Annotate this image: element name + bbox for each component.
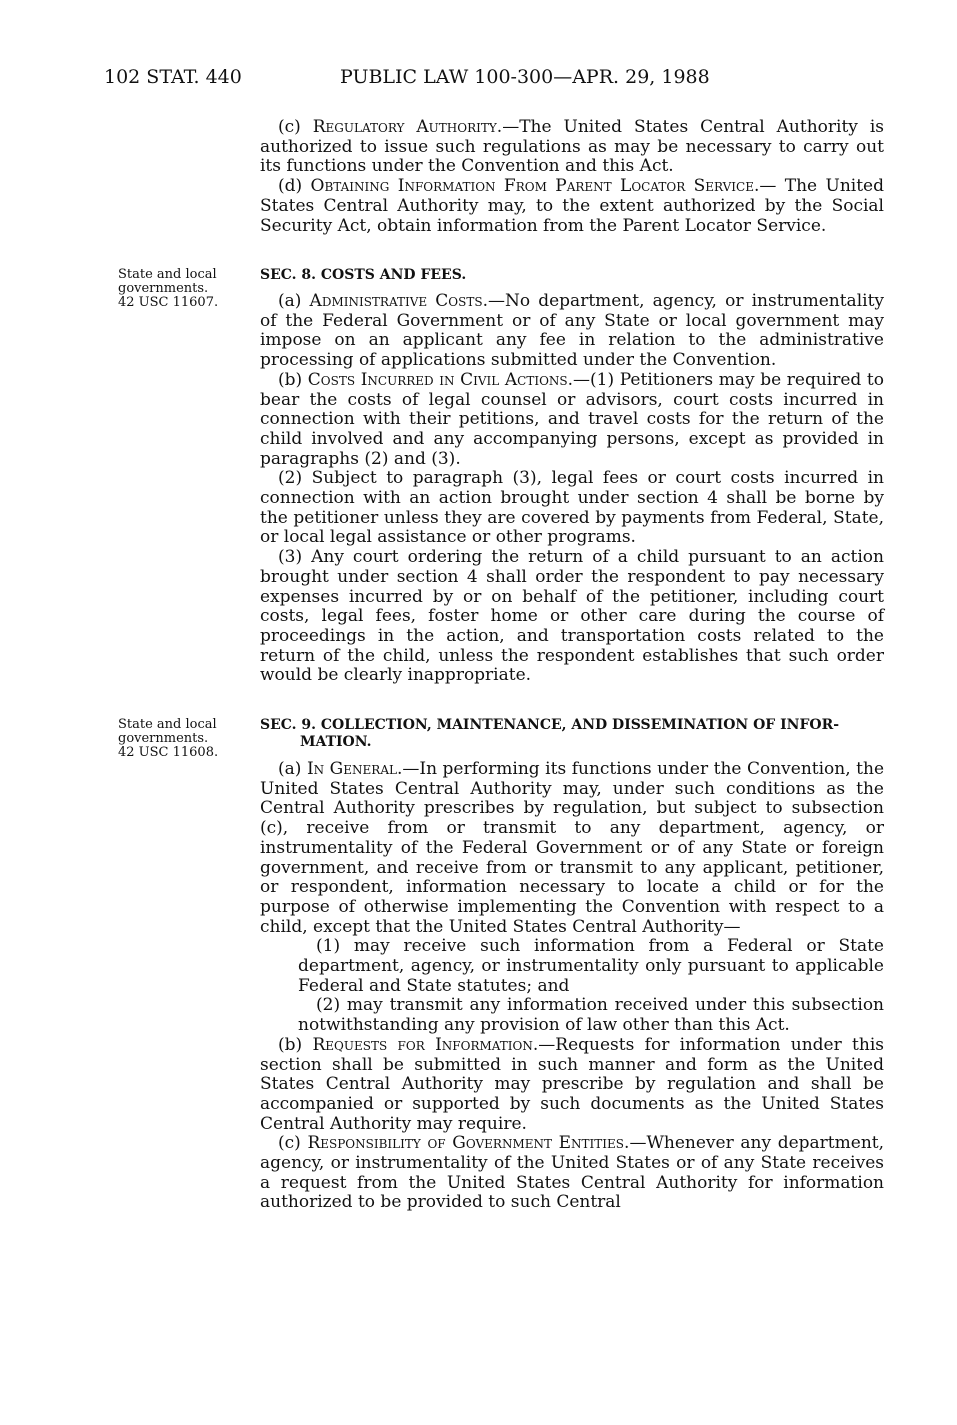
subsection-heading: Costs Incurred in Civil Actions. (307, 369, 574, 390)
margin-note-sec9: State and local governments. 42 USC 11608. (118, 717, 219, 760)
page-law-title: PUBLIC LAW 100-300—APR. 29, 1988 (340, 66, 710, 88)
section-9-heading: SEC. 9. COLLECTION, MAINTENANCE, AND DISSEMINATION OF INFOR- MATION. (260, 717, 840, 750)
subsection-heading: Requests for Information. (312, 1034, 539, 1055)
paragraph-8b3: (3) Any court ordering the return of a child pursuant to an action brought under section 4 shall order the respondent to pay necessary expenses incurred by or on behalf of the petitioner, including court costs, legal fees, foster home or other care during the course of proceedings in the action, and transportation costs related to the return of the child, unless the respondent establishes that such order would be clearly inappropriate. (260, 547, 884, 686)
paragraph-9a1: (1) may receive such information from a Federal or State department, agency, or instrumentality only pursuant to applicable Federal and State statutes; and (298, 936, 884, 996)
paragraph-9a2: (2) may transmit any information received under this subsection notwithstanding any provision of law other than this Act. (298, 995, 884, 1036)
section-8-body (260, 292, 884, 686)
subsection-8b: (b) Costs Incurred in Civil Actions.—(1) Petitioners may be required to bear the costs of legal counsel or advisors, court costs incurred in connection with their petitions, and travel costs for the return of the child involved and any accompanying persons, except as provided in paragraphs (2) and (3). (260, 369, 884, 469)
subsection-heading: Regulatory Authority. (312, 117, 503, 137)
subsection-heading: Administrative Costs. (309, 291, 488, 311)
page-stat-citation: 102 STAT. 440 (104, 66, 242, 88)
paragraph-8b2: (2) Subject to paragraph (3), legal fees or court costs incurred in connection with an action brought under section 4 shall be borne by the petitioner unless they are covered by payments from Federal, State, or local legal assistance or other programs. (260, 468, 884, 548)
subsection-heading: In General. (306, 759, 403, 779)
subsection-7d: (d) Obtaining Information From Parent Locator Service.— The United States Central Authority may, to the extent authorized by the Social Security Act, obtain information from the Parent Locator Service. (260, 176, 884, 236)
section-9-body (260, 760, 884, 1213)
subsection-7c: (c) Regulatory Authority.—The United States Central Authority is authorized to issue such regulations as may be necessary to carry out its functions under the Convention and this Act. (260, 117, 884, 177)
section-8-heading: SEC. 8. COSTS AND FEES. (260, 267, 467, 283)
section-7-continuation (260, 118, 884, 236)
margin-note-sec8: State and local governments. 42 USC 11607. (118, 267, 219, 310)
subsection-9c: (c) Responsibility of Government Entities.—Whenever any department, agency, or instrumentality of the United States or of any State receives a request from the United States Central Authority for information authorized to be provided to such Central (260, 1133, 884, 1213)
subsection-9b: (b) Requests for Information.—Requests for information under this section shall be submitted in such manner and form as the United States Central Authority may prescribe by regulation and shall be accompanied or supported by such documents as the United States Central Authority may require. (260, 1034, 884, 1134)
subsection-8a: (a) Administrative Costs.—No department, agency, or instrumentality of the Federal Government or of any State or local government may impose on an applicant any fee in relation to the administrative processing of applications submitted under the Convention. (260, 291, 885, 371)
subsection-heading: Responsibility of Government Entities. (307, 1133, 630, 1154)
subsection-9a: (a) In General.—In performing its functions under the Convention, the United States Central Authority may, under such conditions as the Central Authority prescribes by regulation, but subject to subsection (c), receive from or transmit to any department, agency, or instrumentality of the Federal Government or of any State or foreign government, and receive from or transmit to any applicant, petitioner, or respondent, information necessary to locate a child or for the purpose of otherwise implementing the Convention with respect to a child, except that the United States Central Authority— (260, 759, 884, 937)
subsection-heading: Obtaining Information From Parent Locator Service. (310, 176, 760, 197)
